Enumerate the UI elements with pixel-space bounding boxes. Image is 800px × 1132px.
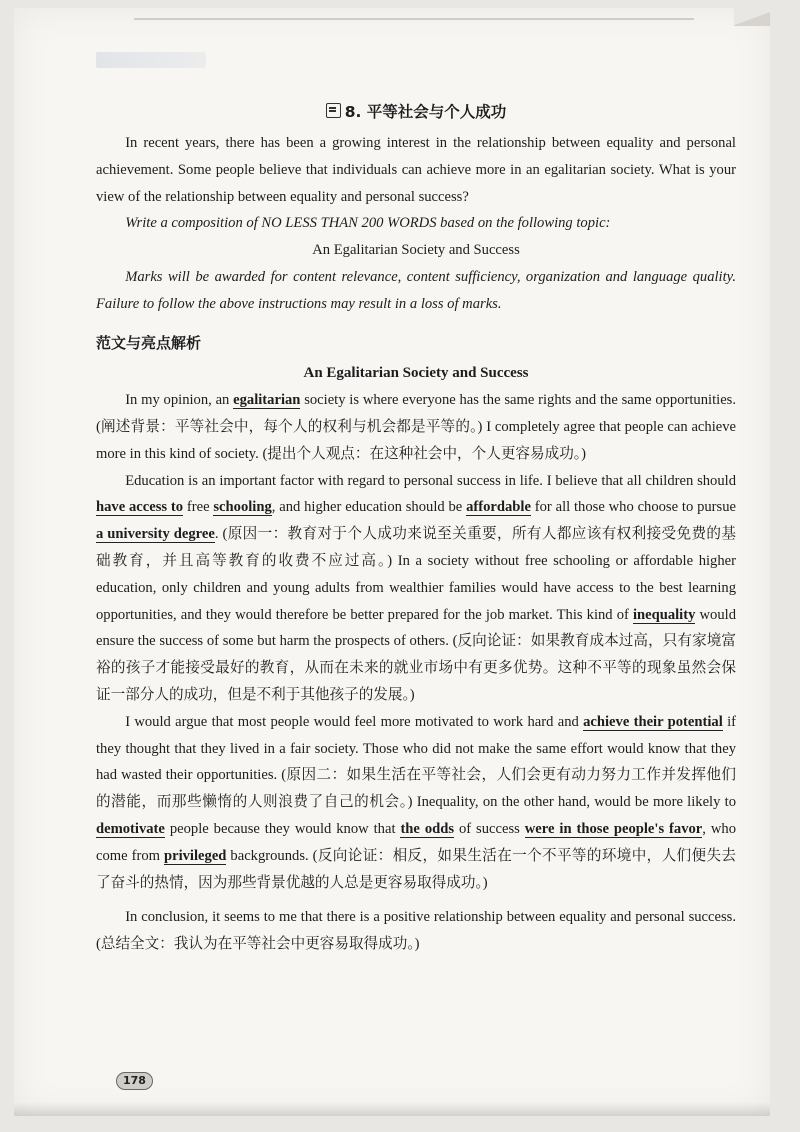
task-topic: An Egalitarian Society and Success bbox=[312, 242, 520, 259]
text: , who come from bbox=[96, 820, 737, 864]
text: for all those who choose to pursue bbox=[530, 499, 736, 516]
keyword: have access to bbox=[96, 499, 184, 516]
keyword: inequality bbox=[632, 606, 696, 623]
keyword: were in those people's favor bbox=[524, 820, 703, 837]
essay-title: An Egalitarian Society and Success bbox=[303, 365, 529, 382]
text: In my opinion, an bbox=[125, 392, 234, 409]
keyword: achieve their potential bbox=[583, 713, 723, 730]
page-corner bbox=[734, 8, 770, 26]
essay-paragraph-3 bbox=[96, 709, 736, 897]
task-title bbox=[96, 100, 736, 124]
keyword: a university degree bbox=[96, 526, 215, 543]
text: of success bbox=[454, 820, 525, 837]
keyword: schooling bbox=[213, 499, 272, 516]
section-heading: 范文与亮点解析 bbox=[96, 333, 202, 352]
text: backgrounds. (反向论证：相反，如果生活在一个不平等的环境中，人们便失去了奋斗的热情，因为那些背景优越的人总是更容易取得成功。) bbox=[96, 847, 736, 891]
faint-running-header bbox=[96, 52, 206, 68]
keyword: privileged bbox=[163, 847, 227, 864]
text: people because they would know that bbox=[164, 820, 401, 837]
task-title-text: 8. 平等社会与个人成功 bbox=[344, 103, 507, 121]
marks-note: Marks will be awarded for content relevance, content sufficiency, organization and language quality. Failure to follow the above instructions may result in a loss of marks. bbox=[96, 268, 736, 312]
essay-paragraph-4: In conclusion, it seems to me that there is a positive relationship between equality and personal success. (总结全文：我认为在平等社会中更容易取得成功。) bbox=[96, 909, 736, 953]
page-bottom-shadow bbox=[14, 1102, 770, 1116]
page-content bbox=[96, 100, 736, 958]
text: would ensure the success of some but harm the prospects of others. (反向论证：如果教育成本过高，只有家境富裕的孩子才能接受最好的教育，从而在未来的就业市场中有更多优势。这种不平等的现象虽然会保证一部分人的成功，但是不利于其他孩子的发展。) bbox=[96, 606, 736, 703]
essay-paragraph-2 bbox=[96, 468, 736, 709]
keyword: egalitarian bbox=[233, 392, 301, 409]
page-number: 178 bbox=[116, 1072, 153, 1090]
text: society is where everyone has the same rights and the same opportunities. (阐述背景：平等社会中，每个人的权利与机会都是平等的。) I completely agree that people can achieve more in this kind of society. (提出个人观点：在这种社会中，个人更容易成功。) bbox=[96, 392, 736, 462]
text: free bbox=[183, 499, 214, 516]
text: if they thought that they lived in a fair society. Those who did not make the same effort would know that they had wasted their opportunities. (原因二：如果生活在平等社会，人们会更有动力努力工作并发挥他们的潜能，而那些懒惰的人则浪费了自己的机会。) Inequality, on the other hand, would be more likely to bbox=[96, 713, 736, 811]
text: I would argue that most people would feel more motivated to work hard and bbox=[125, 713, 584, 730]
document-icon bbox=[326, 103, 341, 118]
text: Education is an important factor with regard to personal success in life. I believe that all children should bbox=[125, 472, 736, 489]
keyword: affordable bbox=[466, 499, 531, 516]
keyword: demotivate bbox=[96, 820, 165, 837]
top-rule bbox=[134, 18, 694, 20]
book-page bbox=[14, 8, 770, 1116]
essay-paragraph-1 bbox=[96, 387, 736, 467]
text: , and higher education should be bbox=[271, 499, 467, 516]
task-intro: In recent years, there has been a growing interest in the relationship between equality and personal achievement. Some people believe that individuals can achieve more in an egalitarian society. What is your view of the relationship between equality and personal success? bbox=[96, 135, 736, 205]
task-instruction: Write a composition of NO LESS THAN 200 WORDS based on the following topic: bbox=[125, 215, 611, 232]
keyword: the odds bbox=[400, 820, 455, 837]
text: . (原因一：教育对于个人成功来说至关重要，所有人都应该有权利接受免费的基础教育，并且高等教育的收费不应过高。) In a society without free schooling or affordable higher education, only children and young adults from wealthier families would have access to the best learning opportunities, and they would therefore be better prepared for the job market. This kind of bbox=[96, 526, 736, 623]
